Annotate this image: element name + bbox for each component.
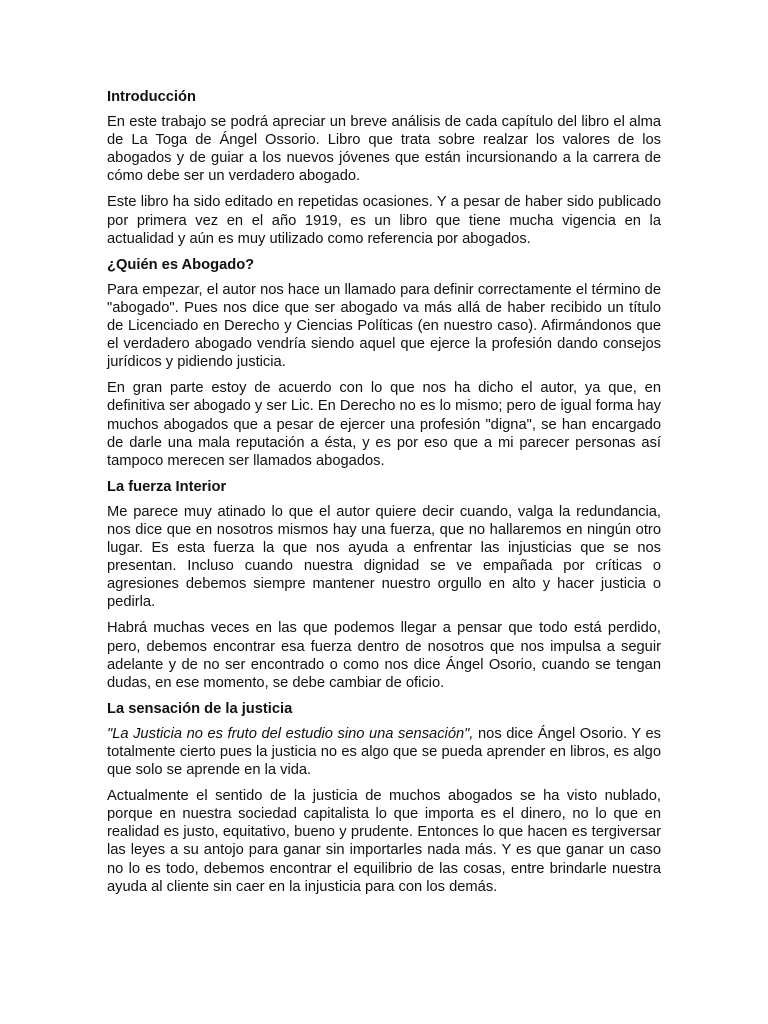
paragraph: Para empezar, el autor nos hace un llamado para definir correctamente el término de "abogado". Pues nos dice que ser abogado va más allá de haber recibido un título de Licenciado en Derecho y Ciencias Políticas (en nuestro caso). Afirmándonos que el verdadero abogado vendría siendo aquel que ejerce la profesión dando consejos jurídicos y pidiendo justicia. [107, 281, 661, 371]
section-heading-quien-es-abogado: ¿Quién es Abogado? [107, 256, 255, 273]
document-page [107, 88, 661, 904]
paragraph: Este libro ha sido editado en repetidas ocasiones. Y a pesar de haber sido publicado por primera vez en el año 1919, es un libro que tiene mucha vigencia en la actualidad y aún es muy utilizado como referencia por abogados. [107, 194, 661, 247]
paragraph: Actualmente el sentido de la justicia de muchos abogados se ha visto nublado, porque en nuestra sociedad capitalista lo que importa es el dinero, no lo que en realidad es justo, equitativo, bueno y prudente. Entonces lo que hacen es tergiversar las leyes a su antojo para ganar sin importarles nada más. Y es que ganar un caso no lo es todo, debemos encontrar el equilibrio de las cosas, entre brindarle nuestra ayuda al cliente sin caer en la injusticia para con los demás. [107, 788, 661, 895]
quote-text: "La Justicia no es fruto del estudio sino una sensación", [107, 725, 474, 742]
paragraph: Habrá muchas veces en las que podemos llegar a pensar que todo está perdido, pero, debemos encontrar esa fuerza dentro de nosotros que nos impulsa a seguir adelante y de no ser encontrado o como nos dice Ángel Osorio, cuando se tengan dudas, en ese momento, se debe cambiar de oficio. [107, 620, 661, 691]
section-heading-introduccion: Introducción [107, 89, 196, 105]
paragraph: Me parece muy atinado lo que el autor quiere decir cuando, valga la redundancia, nos dice que en nosotros mismos hay una fuerza, que no hallaremos en ningún otro lugar. Es esta fuerza la que nos ayuda a enfrentar las injusticias que se nos presentan. Incluso cuando nuestra dignidad se ve empañada por críticas o agresiones debemos siempre mantener nuestro orgullo en alto y hacer justicia o pedirla. [107, 503, 661, 611]
paragraph: En gran parte estoy de acuerdo con lo que nos ha dicho el autor, ya que, en definitiva ser abogado y ser Lic. En Derecho no es lo mismo; pero de igual forma hay muchos abogados que a pesar de ejercer una profesión "digna", se han encargado de darle una mala reputación a ésta, y es por eso que a mi parecer personas así tampoco merecen ser llamados abogados. [107, 380, 661, 469]
quote-paragraph-rest: nos dice Ángel Osorio. Y es totalmente cierto pues la justicia no es algo que se pueda aprender en libros, es algo que solo se aprende en la vida. [107, 725, 661, 779]
section-heading-fuerza-interior: La fuerza Interior [107, 478, 227, 495]
paragraph: En este trabajo se podrá apreciar un breve análisis de cada capítulo del libro el alma de La Toga de Ángel Ossorio. Libro que trata sobre realzar los valores de los abogados y de guiar a los nuevos jóvenes que están incursionando a la carrera de cómo debe ser un verdadero abogado. [107, 114, 661, 185]
quote-paragraph [107, 725, 661, 779]
section-heading-sensacion-justicia: La sensación de la justicia [107, 700, 293, 717]
